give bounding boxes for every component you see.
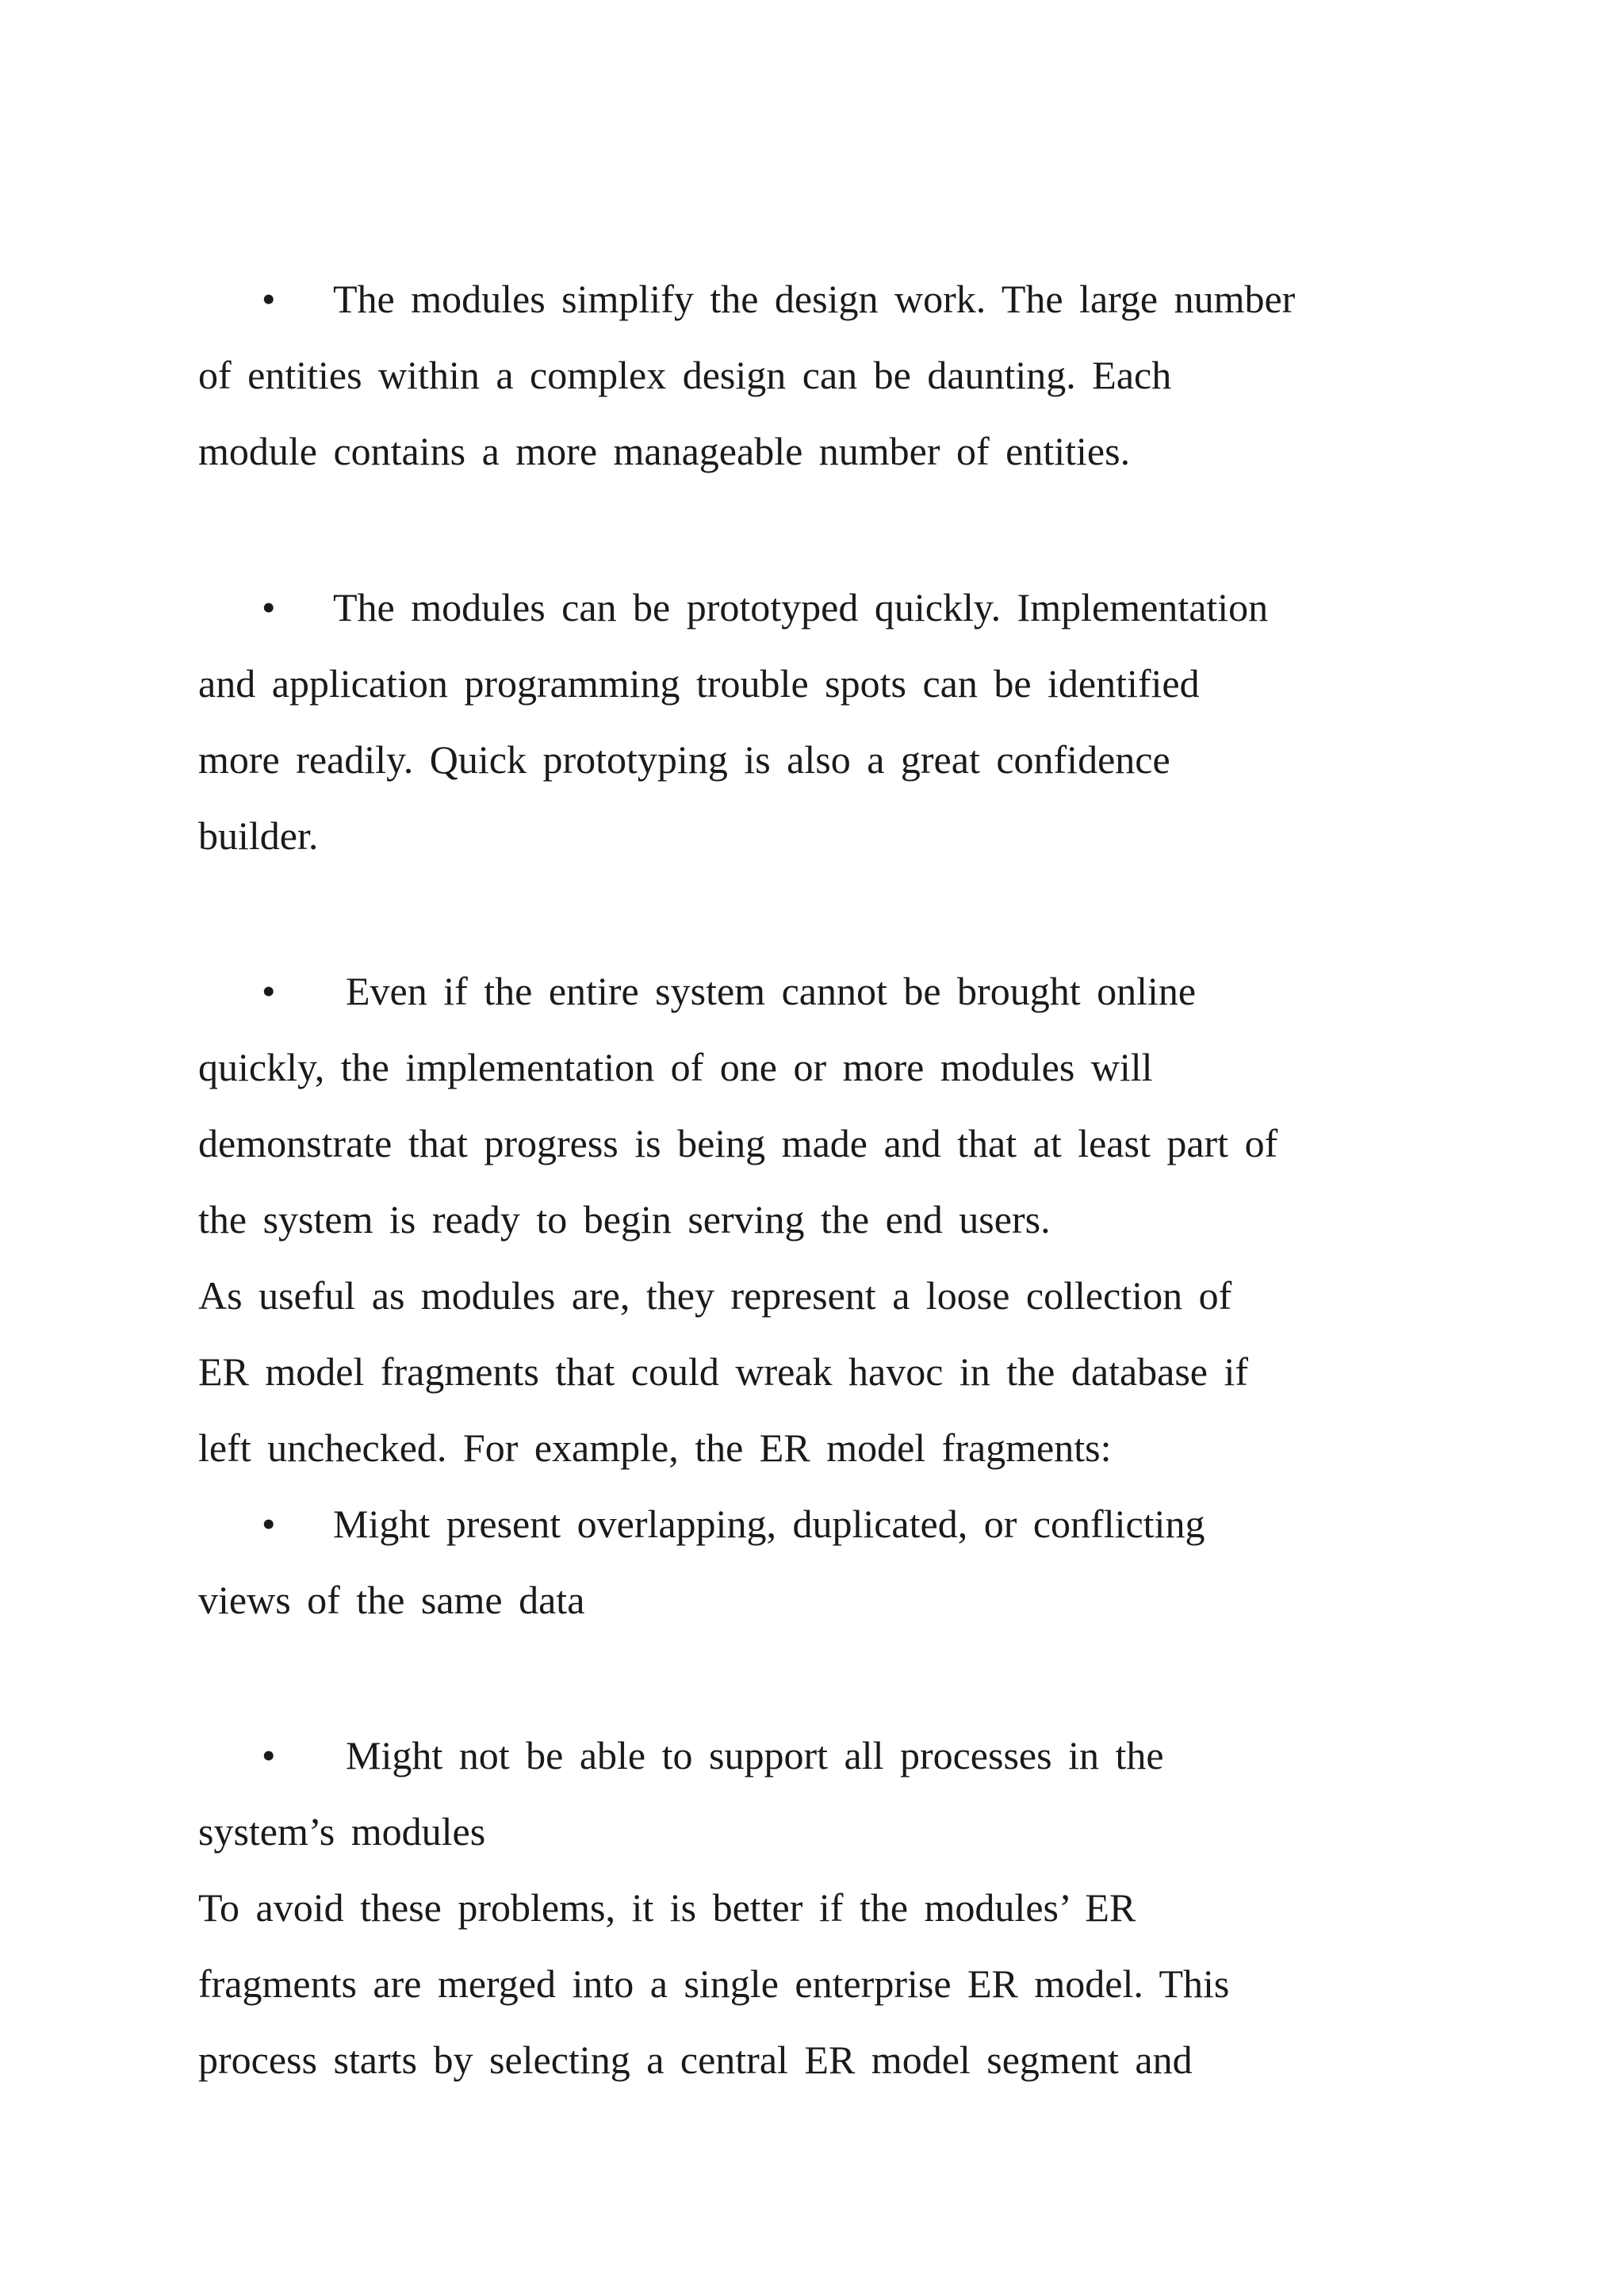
paragraph-2-line: To avoid these problems, it is better if the modules’ ER (198, 1885, 1136, 1930)
paragraph-2-line: process starts by selecting a central ER model segment and (198, 2038, 1193, 2082)
bullet-3-line: quickly, the implementation of one or more modules will (198, 1045, 1153, 1089)
bullet-marker: • (262, 277, 276, 321)
bullet-3-first-line: Even if the entire system cannot be brought online (346, 969, 1197, 1013)
bullet-2-first-line: The modules can be prototyped quickly. Implementation (333, 585, 1269, 629)
paragraph-1-line: ER model fragments that could wreak havoc in the database if (198, 1349, 1249, 1394)
bullet-1-line: of entities within a complex design can be daunting. Each (198, 353, 1172, 397)
bullet-2-line: builder. (198, 813, 319, 858)
bullet-marker: • (262, 585, 276, 629)
bullet-3-line: demonstrate that progress is being made and that at least part of (198, 1121, 1278, 1165)
bullet-2-line: and application programming trouble spots can be identified (198, 661, 1200, 706)
bullet-marker: • (262, 1733, 276, 1777)
paragraph-1-line: left unchecked. For example, the ER model fragments: (198, 1425, 1112, 1470)
bullet-1-first-line: The modules simplify the design work. The large number (333, 277, 1296, 321)
paragraph-2-line: fragments are merged into a single enterprise ER model. This (198, 1961, 1230, 2006)
bullet-4-line: views of the same data (198, 1578, 585, 1622)
bullet-5-line: system’s modules (198, 1809, 486, 1854)
bullet-marker: • (262, 969, 276, 1013)
paragraph-1-line: As useful as modules are, they represent a loose collection of (198, 1273, 1232, 1318)
bullet-4-first-line: Might present overlapping, duplicated, or conflicting (333, 1502, 1205, 1546)
bullet-2-line: more readily. Quick prototyping is also a great confidence (198, 737, 1170, 782)
bullet-marker: • (262, 1502, 276, 1546)
bullet-3-line: the system is ready to begin serving the end users. (198, 1197, 1051, 1242)
bullet-5-first-line: Might not be able to support all processes in the (346, 1733, 1164, 1777)
bullet-1-line: module contains a more manageable number of entities. (198, 429, 1131, 473)
